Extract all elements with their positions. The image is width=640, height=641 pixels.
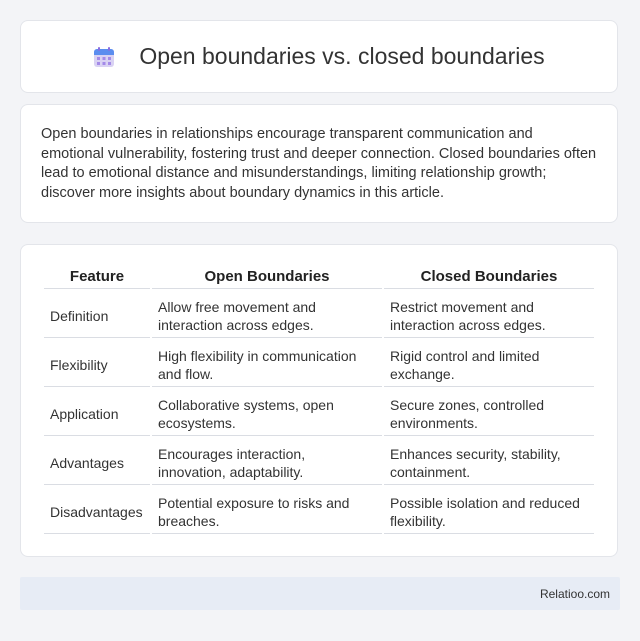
title-card [20,20,618,93]
closed-cell: Rigid control and limited exchange. [384,340,594,387]
open-cell: Allow free movement and interaction across edges. [152,291,382,338]
comparison-table [42,263,596,536]
header-closed-boundaries: Closed Boundaries [384,265,594,289]
header-feature: Feature [44,265,150,289]
closed-cell: Restrict movement and interaction across edges. [384,291,594,338]
closed-cell: Possible isolation and reduced flexibility. [384,487,594,534]
footer [20,577,620,610]
open-cell: Potential exposure to risks and breaches. [152,487,382,534]
table-row [44,291,594,338]
closed-cell: Secure zones, controlled environments. [384,389,594,436]
feature-cell: Application [44,389,150,436]
open-cell: High flexibility in communication and flow. [152,340,382,387]
feature-cell: Flexibility [44,340,150,387]
open-cell: Collaborative systems, open ecosystems. [152,389,382,436]
header-open-boundaries: Open Boundaries [152,265,382,289]
footer-brand[interactable]: Relatioo.com [539,586,610,601]
table-row [44,487,594,534]
intro-text: Open boundaries in relationships encourage transparent communication and emotional vulnerability, fostering trust and deeper connection. Closed boundaries often lead to emotional distance and misunderstandings, limiting relationship growth; discover more insights about boundary dynamics in this article. [41,126,597,201]
feature-cell: Disadvantages [44,487,150,534]
table-row [44,389,594,436]
table-row [44,438,594,485]
calendar-icon [93,46,115,68]
page-title: Open boundaries vs. closed boundaries [139,43,545,69]
feature-cell: Definition [44,291,150,338]
table-header-row [44,265,594,289]
closed-cell: Enhances security, stability, containment. [384,438,594,485]
open-cell: Encourages interaction, innovation, adaptability. [152,438,382,485]
table-row [44,340,594,387]
feature-cell: Advantages [44,438,150,485]
intro-card [20,104,618,223]
comparison-table-card [20,244,618,557]
